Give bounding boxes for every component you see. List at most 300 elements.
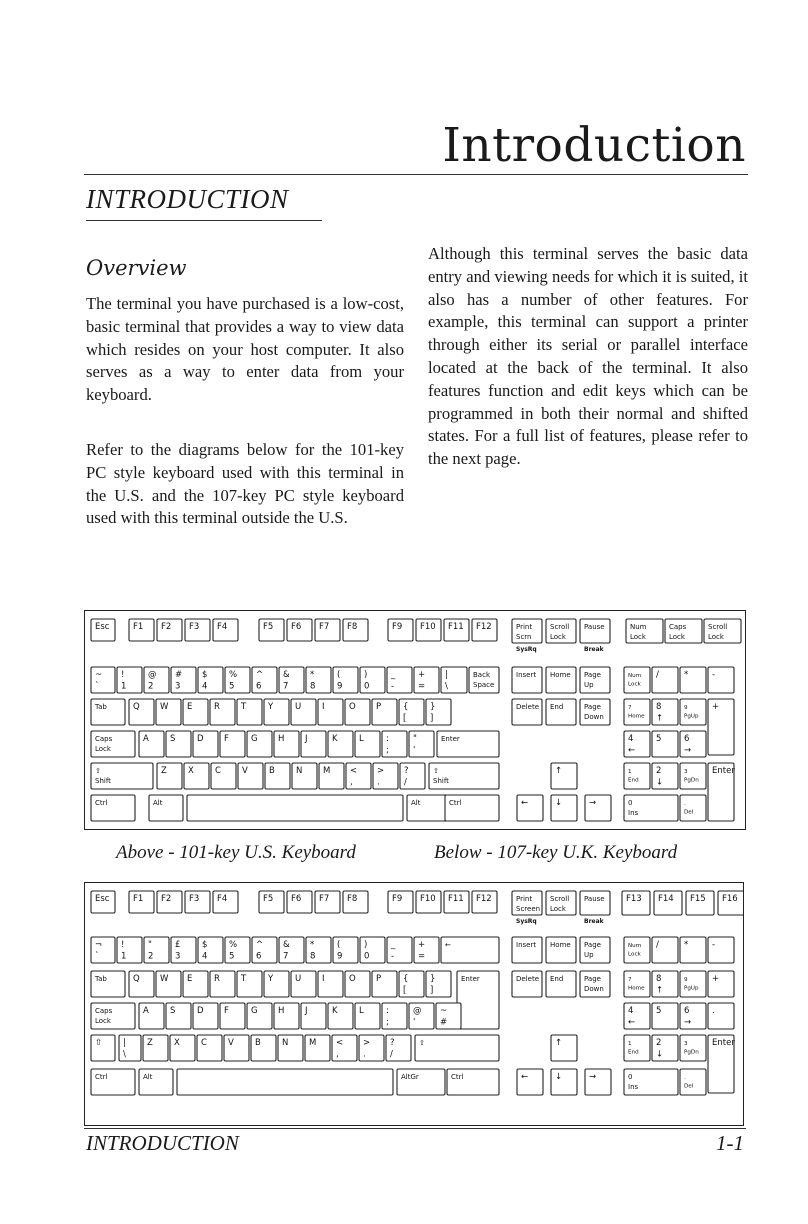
us-key-p: [372, 699, 397, 725]
uk-key-label: Y: [268, 974, 274, 984]
uk-key-label: ": [148, 940, 152, 950]
uk-key-label: 5: [229, 951, 235, 962]
uk-key-ctrl: [447, 1069, 499, 1095]
us-key-label: +: [712, 702, 720, 712]
us-key-symbol: [409, 731, 434, 757]
uk-key-f14: [654, 891, 682, 915]
uk-key-symbol: [551, 1035, 577, 1061]
uk-key-label: 0: [628, 1073, 633, 1081]
uk-key-label: Page: [584, 975, 601, 983]
us-key-label: O: [349, 702, 356, 712]
us-keycap: [187, 795, 403, 821]
us-key-label: 1: [628, 769, 632, 775]
us-key-alt: [407, 795, 447, 821]
us-key-symbol: [708, 699, 734, 755]
us-key-label: C: [215, 766, 221, 776]
us-key-back-space: [469, 667, 499, 693]
us-key-symbol: [551, 795, 577, 821]
us-key-label: B: [269, 766, 275, 776]
us-key-label: ^: [256, 670, 264, 680]
uk-key-label: F16: [722, 894, 738, 904]
uk-keycap: [680, 971, 706, 997]
uk-key-symbol: [652, 937, 678, 963]
us-keycap: [624, 763, 650, 789]
uk-key-f4: [213, 891, 238, 913]
us-keycap: [429, 763, 499, 789]
us-key-label: Shift: [95, 777, 111, 785]
us-key-u: [291, 699, 316, 725]
us-key-label: Lock: [708, 633, 724, 641]
uk-key-label: ?: [390, 1038, 395, 1048]
uk-key-label: Down: [584, 985, 604, 993]
us-key-del: [680, 795, 706, 821]
uk-key-8: [652, 971, 678, 997]
us-key-label: ): [364, 670, 368, 680]
uk-keycap: [624, 937, 650, 963]
us-key-label: Alt: [153, 799, 163, 807]
uk-key-6: [680, 1003, 706, 1029]
uk-key-symbol: [426, 971, 451, 997]
us-key-label: Down: [584, 713, 604, 721]
us-key-label: >: [377, 766, 385, 776]
us-key-label: 4: [202, 681, 208, 692]
us-key-label: :: [386, 734, 389, 744]
uk-key-label: F3: [189, 894, 200, 904]
features-paragraph: Although this terminal serves the basic data entry and viewing needs for which it is suited, it also has a number of other features. For example, this terminal can support a printer through either its serial or parallel interface located at the back of the terminal. It also features function and edit keys which can be programmed in both their normal and shifted states. For a full list of features, please refer to the next page.: [428, 244, 748, 469]
us-key-f4: [213, 619, 238, 641]
uk-key-label: A: [143, 1006, 149, 1016]
us-key-d: [193, 731, 218, 757]
uk-key-altgr: [397, 1069, 445, 1095]
us-key-label: ↓: [656, 777, 664, 788]
us-key-label: ⇧: [95, 767, 101, 775]
uk-key-label: 9: [337, 951, 343, 962]
us-key-symbol: [680, 667, 706, 693]
uk-key-2: [144, 937, 169, 963]
us-key-label: K: [332, 734, 338, 744]
uk-key-tab: [91, 971, 125, 997]
uk-key-ctrl: [91, 1069, 135, 1095]
us-key-label: End: [550, 703, 564, 711]
uk-keycap: [624, 1035, 650, 1061]
uk-key-print-screen: [512, 891, 542, 925]
us-key-label: ~: [95, 670, 103, 680]
uk-key-f13: [622, 891, 650, 915]
us-key-label: 0: [628, 799, 633, 807]
us-key-label: ": [413, 734, 417, 744]
uk-key-label: PgDn: [684, 1049, 699, 1056]
uk-key-v: [224, 1035, 249, 1061]
us-key-label: End: [628, 777, 639, 784]
us-keycap: [624, 667, 650, 693]
uk-key-label: #: [440, 1017, 448, 1028]
uk-key-symbol: [708, 1003, 734, 1029]
us-key-label: -: [712, 670, 716, 680]
us-key-label: _: [391, 670, 396, 680]
us-key-q: [129, 699, 154, 725]
uk-key-label: <: [336, 1038, 344, 1048]
us-key-label: F3: [189, 622, 200, 632]
us-key-label: \: [445, 681, 448, 692]
us-key-label: ↑: [555, 766, 563, 776]
us-keyboard-diagram: [84, 610, 746, 830]
uk-key-pause: [580, 891, 610, 925]
us-key-label: Q: [133, 702, 140, 712]
us-key-num-lock: [626, 619, 663, 643]
us-key-label: %: [229, 670, 238, 680]
us-key-label: Enter: [441, 735, 460, 743]
uk-key-label: 9: [684, 977, 688, 983]
uk-key-label: Esc: [95, 894, 110, 904]
uk-key-label: 5: [656, 1006, 662, 1016]
uk-key-label: Lock: [95, 1017, 111, 1025]
uk-key-label: ^: [256, 940, 264, 950]
uk-key-label: X: [174, 1038, 180, 1048]
uk-key-label: S: [170, 1006, 176, 1016]
us-key-label: ]: [430, 713, 434, 724]
uk-key-symbol: [359, 1035, 384, 1061]
us-key-label: 5: [656, 734, 662, 744]
chapter-title: Introduction: [442, 118, 746, 173]
uk-key-label: W: [160, 974, 169, 984]
us-key-label: Caps: [669, 623, 687, 631]
uk-key-label: 3: [175, 951, 181, 962]
us-key-label: →: [589, 798, 597, 808]
uk-key-label: E: [187, 974, 193, 984]
us-key-label: E: [187, 702, 193, 712]
uk-key-label: ←: [521, 1072, 529, 1082]
uk-key-symbol: [332, 1035, 357, 1061]
us-key-label: Insert: [516, 671, 537, 679]
uk-key-0-ins: [624, 1069, 678, 1095]
uk-key-delete: [512, 971, 542, 997]
uk-key-label: 4: [628, 1006, 634, 1016]
uk-key-label: %: [229, 940, 238, 950]
us-key-s: [166, 731, 191, 757]
us-key-8: [652, 699, 678, 725]
uk-key-4: [624, 1003, 650, 1029]
us-key-home: [546, 667, 576, 693]
uk-key-label: +: [418, 940, 426, 950]
us-key-label: Enter: [712, 766, 735, 776]
us-key-shift: [91, 763, 153, 789]
uk-key-symbol: [91, 1035, 115, 1061]
uk-key-label: Lock: [628, 951, 641, 958]
us-key-label: .: [684, 801, 686, 807]
us-key-i: [318, 699, 343, 725]
uk-key-f3: [185, 891, 210, 913]
us-key-label: P: [376, 702, 382, 712]
uk-key-num-lock: [624, 937, 650, 963]
uk-key-label: *: [684, 940, 689, 950]
uk-key-label: .: [712, 1006, 715, 1016]
us-key-insert: [512, 667, 542, 693]
uk-key-label: 1: [121, 951, 127, 962]
uk-key-label: U: [295, 974, 302, 984]
us-key-label: =: [418, 681, 426, 692]
uk-key-label: &: [283, 940, 290, 950]
uk-key-label: >: [363, 1038, 371, 1048]
us-key-caps-lock: [665, 619, 702, 643]
us-key-label: F10: [420, 622, 436, 632]
uk-key-7: [279, 937, 304, 963]
uk-key-end: [546, 971, 576, 997]
uk-key-i: [318, 971, 343, 997]
us-key-f11: [444, 619, 469, 641]
us-key-f5: [259, 619, 284, 641]
uk-key-b: [251, 1035, 276, 1061]
uk-key-symbol: [399, 971, 424, 997]
us-key-label: F5: [263, 622, 274, 632]
us-key-label: *: [310, 670, 315, 680]
us-key-label: ?: [404, 766, 409, 776]
us-key-e: [183, 699, 208, 725]
us-key-symbol: [652, 667, 678, 693]
us-key-label: +: [418, 670, 426, 680]
uk-key-label: 7: [628, 977, 632, 983]
uk-key-alt: [139, 1069, 173, 1095]
uk-key-s: [166, 1003, 191, 1029]
us-key-label: Num: [630, 623, 647, 631]
uk-key-label: 2: [656, 1038, 662, 1048]
uk-key-label: End: [628, 1049, 639, 1056]
uk-key-9: [333, 937, 358, 963]
us-key-label: ,: [350, 777, 353, 788]
uk-key-label: Delete: [516, 975, 539, 983]
uk-key-del: [680, 1069, 706, 1095]
uk-key-label: 2: [148, 951, 154, 962]
uk-key-k: [328, 1003, 353, 1029]
uk-key-label: .: [684, 1075, 686, 1081]
uk-key-label: -: [391, 951, 395, 962]
uk-key-label: 7: [283, 951, 289, 962]
us-key-label: F9: [392, 622, 403, 632]
uk-key-label: ↓: [555, 1072, 563, 1082]
uk-key-caps-lock: [91, 1003, 135, 1029]
us-key-blank: [187, 795, 403, 821]
uk-keycap: [177, 1069, 393, 1095]
uk-key-label: End: [550, 975, 564, 983]
us-key-symbol: [382, 731, 407, 757]
us-key-f9: [388, 619, 413, 641]
us-key-symbol: [517, 795, 543, 821]
uk-key-label: Home: [628, 985, 645, 992]
us-key-g: [247, 731, 272, 757]
us-key-symbol: [414, 667, 439, 693]
us-keycap: [680, 795, 706, 821]
us-key-end: [546, 699, 576, 725]
us-key-label: U: [295, 702, 302, 712]
us-key-2: [652, 763, 678, 789]
uk-key-f1: [129, 891, 154, 913]
us-key-label: 5: [229, 681, 235, 692]
us-key-0-ins: [624, 795, 678, 821]
us-key-b: [265, 763, 290, 789]
us-keyboard-caption: Above - 101-key U.S. Keyboard: [116, 842, 356, 863]
us-key-label: ↓: [555, 798, 563, 808]
us-key-label: I: [322, 702, 325, 712]
us-key-label: Lock: [630, 633, 646, 641]
uk-key-f6: [287, 891, 312, 913]
uk-key-label: ↓: [656, 1049, 664, 1060]
us-key-label: F11: [448, 622, 464, 632]
us-key-label: 3: [175, 681, 181, 692]
us-key-4: [198, 667, 223, 693]
uk-key-n: [278, 1035, 303, 1061]
uk-key-symbol: [415, 1035, 499, 1061]
uk-key-sublabel: SysRq: [516, 918, 537, 925]
uk-key-label: *: [310, 940, 315, 950]
us-key-symbol: [399, 699, 424, 725]
us-key-7-home: [624, 699, 650, 725]
uk-key-label: T: [241, 974, 247, 984]
us-key-label: $: [202, 670, 208, 680]
us-key-print-scrn: [512, 619, 542, 653]
uk-key-f16: [718, 891, 743, 915]
uk-key-label: V: [228, 1038, 234, 1048]
uk-key-label: Ctrl: [95, 1073, 108, 1081]
uk-key-label: ⇧: [419, 1039, 425, 1047]
uk-key-label: P: [376, 974, 382, 984]
uk-key-0: [360, 937, 385, 963]
uk-key-sublabel: Break: [584, 918, 604, 925]
uk-key-label: ;: [386, 1017, 389, 1028]
uk-keyboard-caption: Below - 107-key U.K. Keyboard: [434, 842, 678, 863]
us-key-label: F8: [347, 622, 358, 632]
us-key-w: [156, 699, 181, 725]
uk-key-label: F9: [392, 894, 403, 904]
uk-key-label: Lock: [550, 905, 566, 913]
uk-key-label: $: [202, 940, 208, 950]
uk-keyboard-diagram: [84, 882, 744, 1126]
uk-key-label: I: [322, 974, 325, 984]
us-key-symbol: [400, 763, 425, 789]
uk-key-label: (: [337, 940, 341, 950]
uk-key-label: F7: [319, 894, 330, 904]
uk-key-m: [305, 1035, 330, 1061]
footer-rule: [84, 1128, 746, 1129]
uk-key-label: M: [309, 1038, 317, 1048]
header-rule: [84, 174, 748, 175]
us-key-label: ': [413, 745, 416, 756]
us-key-symbol: [551, 763, 577, 789]
overview-heading: Overview: [86, 256, 187, 280]
uk-key-label: R: [214, 974, 220, 984]
us-key-7: [279, 667, 304, 693]
uk-key-w: [156, 971, 181, 997]
us-key-sublabel: SysRq: [516, 646, 537, 653]
uk-key-label: |: [123, 1038, 126, 1048]
us-key-label: !: [121, 670, 125, 680]
uk-key-label: ¬: [95, 940, 103, 950]
us-key-label: M: [323, 766, 331, 776]
us-key-k: [328, 731, 353, 757]
uk-key-label: Insert: [516, 941, 537, 949]
uk-key-label: 1: [628, 1041, 632, 1047]
uk-key-label: F10: [420, 894, 436, 904]
uk-key-label: F11: [448, 894, 464, 904]
uk-key-enter: [457, 971, 499, 1029]
us-key-9-pgup: [680, 699, 706, 725]
uk-key-c: [197, 1035, 222, 1061]
us-key-label: Z: [161, 766, 167, 776]
uk-key-symbol: [517, 1069, 543, 1095]
us-key-label: G: [251, 734, 258, 744]
us-key-label: 7: [283, 681, 289, 692]
us-key-n: [292, 763, 317, 789]
us-key-label: Home: [550, 671, 571, 679]
us-key-1: [117, 667, 142, 693]
us-key-r: [210, 699, 235, 725]
uk-key-f2: [157, 891, 182, 913]
us-key-label: Page: [584, 671, 601, 679]
us-key-z: [157, 763, 182, 789]
us-key-label: X: [188, 766, 194, 776]
uk-key-scroll-lock: [546, 891, 576, 915]
us-key-label: Space: [473, 681, 495, 689]
us-key-label: ←: [521, 798, 529, 808]
us-keycap: [624, 699, 650, 725]
uk-key-7-home: [624, 971, 650, 997]
us-key-label: 8: [656, 702, 662, 712]
us-key-label: R: [214, 702, 220, 712]
uk-key-label: Caps: [95, 1007, 113, 1015]
uk-key-label: L: [359, 1006, 364, 1016]
uk-key-label: Num: [628, 943, 642, 949]
us-key-6: [252, 667, 277, 693]
us-key-label: Esc: [95, 622, 110, 632]
us-key-label: Caps: [95, 735, 113, 743]
intro-paragraph: The terminal you have purchased is a low-cost, basic terminal that provides a way to view data which resides on your host computer. It also serves as a way to enter data from your keyboard.: [86, 294, 404, 405]
uk-key-symbol: [386, 1035, 411, 1061]
uk-key-label: £: [175, 940, 181, 950]
uk-key-symbol: [708, 937, 734, 963]
us-key-v: [238, 763, 263, 789]
us-key-delete: [512, 699, 542, 725]
us-key-symbol: [585, 795, 611, 821]
uk-key-page-down: [580, 971, 610, 997]
uk-key-symbol: [441, 937, 499, 963]
us-key-label: PgUp: [684, 713, 699, 720]
us-key-ctrl: [91, 795, 135, 821]
uk-key-f7: [315, 891, 340, 913]
us-key-label: Del: [684, 809, 694, 816]
uk-key-1: [117, 937, 142, 963]
footer-section: INTRODUCTION: [86, 1131, 239, 1155]
uk-key-label: J: [305, 1006, 308, 1016]
uk-key-label: 3: [684, 1041, 688, 1047]
uk-key-label: 8: [656, 974, 662, 984]
uk-key-label: ↑: [656, 985, 664, 996]
us-key-label: Scroll: [550, 623, 570, 631]
uk-key-f12: [472, 891, 497, 913]
us-key-label: <: [350, 766, 358, 776]
us-key-label: J: [305, 734, 308, 744]
us-key-6: [680, 731, 706, 757]
uk-key-label: F4: [217, 894, 228, 904]
uk-key-t: [237, 971, 262, 997]
uk-keycap: [680, 1035, 706, 1061]
section-title: INTRODUCTION: [86, 184, 289, 214]
us-key-label: &: [283, 670, 290, 680]
us-key-x: [184, 763, 209, 789]
us-key-1-end: [624, 763, 650, 789]
uk-key-label: ': [413, 1017, 416, 1028]
uk-key-z: [143, 1035, 168, 1061]
uk-keycap: [624, 971, 650, 997]
us-key-label: 6: [256, 681, 262, 692]
us-key-label: →: [684, 745, 692, 756]
